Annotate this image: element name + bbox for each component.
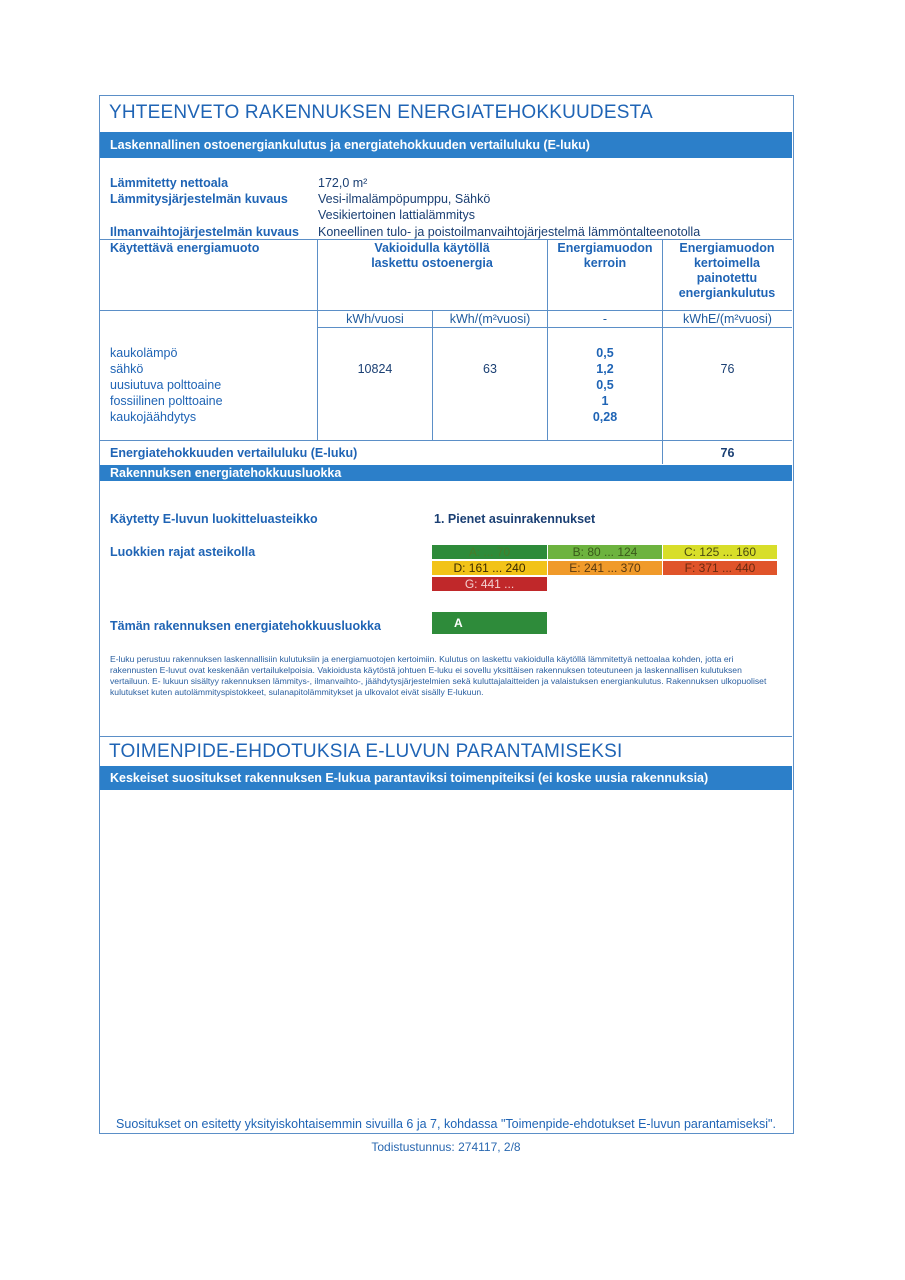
scale-label: Käytetty E-luvun luokitteluasteikko (110, 512, 318, 526)
factor-renewable: 0,5 (596, 378, 614, 392)
eluku-note: E-luku perustuu rakennuksen laskennallisiin kulutuksiin ja energiamuotojen kertoimiin. Kulutus on laskettu vakioidulla käytöllä lämmitettyä nettoalaa kohden, jotta eri rakennusten E-luvut ovat keskenään vertailukelpoisia. Vakioidusta käytöstä johtuen E-luku ei sovellu yksittäisen rakennuksen toteutuneen ja laskennallisen kulutuksen vertailuun. E- lukuun sisältyy rakennuksen lämmitys-, ilmanvaihto-, jäähdytysjärjestelmien sekä kuluttajalaitteiden ja valaistuksen energiankulutus. Rakennuksen ulkopuoliset kulutukset kuten autolämmityspistokkeet, sulanapitolämmitykset ja ulkovalot eivät sisälly E-lukuun. (110, 654, 767, 697)
heating-system-label: Lämmitysjärjestelmän kuvaus (110, 192, 288, 206)
unit-kwh: kWh/vuosi (346, 312, 404, 326)
class-c-block: C: 125 ... 160 (663, 545, 777, 559)
net-area-value: 172,0 m² (318, 176, 368, 190)
factor-district-heating: 0,5 (596, 346, 614, 360)
class-b-block: B: 80 ... 124 (548, 545, 662, 559)
building-class-badge (432, 612, 547, 634)
ventilation-label: Ilmanvaihtojärjestelmän kuvaus (110, 225, 299, 239)
energy-form-renewable: uusiutuva polttoaine (110, 378, 222, 392)
section-divider (100, 736, 792, 737)
purchased-energy-header: Vakioidulla käytöllä laskettu ostoenergia (371, 241, 493, 270)
certificate-id: Todistustunnus: 274117, 2/8 (371, 1140, 521, 1154)
heating-system-value: Vesi-ilmalämpöpumppu, Sähkö (318, 192, 491, 206)
energy-form-fossil: fossiilinen polttoaine (110, 394, 223, 408)
net-area-label: Lämmitetty nettoala (110, 176, 229, 190)
eluku-label: Energiatehokkuuden vertailuluku (E-luku) (110, 446, 358, 460)
energy-form-district-heating: kaukolämpö (110, 346, 178, 360)
unit-factor: - (602, 312, 608, 326)
weighted-total-value: 76 (720, 362, 735, 376)
scale-value: 1. Pienet asuinrakennukset (434, 512, 596, 526)
table-top-line (100, 239, 792, 240)
class-a-block: A: ... 70 (432, 545, 547, 559)
table-col-line-1 (317, 239, 318, 440)
energy-form-header: Käytettävä energiamuoto (110, 241, 260, 255)
class-g-block: G: 441 ... (432, 577, 547, 591)
weighted-header: Energiamuodon kertoimella painotettu energiankulutus (678, 241, 776, 300)
building-class-label: Tämän rakennuksen energiatehokkuusluokka (110, 619, 381, 633)
eluku-value: 76 (720, 446, 735, 460)
heating-system-value-2: Vesikiertoinen lattialämmitys (318, 208, 476, 222)
table-unit-top-line (100, 310, 792, 311)
table-unit-bottom-line (317, 327, 792, 328)
electricity-kwh-value: 10824 (357, 362, 393, 376)
factor-header: Energiamuodon kerroin (557, 241, 653, 270)
factor-fossil: 1 (601, 394, 609, 408)
factor-district-cooling: 0,28 (592, 410, 618, 424)
energy-class-bar: Rakennuksen energiatehokkuusluokka (100, 465, 792, 481)
class-d-block: D: 161 ... 240 (432, 561, 547, 575)
limits-label: Luokkien rajat asteikolla (110, 545, 256, 559)
class-f-block: F: 371 ... 440 (663, 561, 777, 575)
table-col-line-4 (662, 239, 663, 464)
unit-kwh-m2: kWh/(m²vuosi) (449, 312, 531, 326)
energy-form-electricity: sähkö (110, 362, 144, 376)
building-class-value: A (454, 616, 463, 630)
factor-electricity: 1,2 (596, 362, 614, 376)
measures-footer: Suositukset on esitetty yksityiskohtaisemmin sivuilla 6 ja 7, kohdassa "Toimenpide-ehdotukset E-luvun parantamiseksi". (116, 1117, 776, 1131)
measures-subtitle-bar: Keskeiset suositukset rakennuksen E-lukua parantaviksi toimenpiteiksi (ei koske uusia rakennuksia) (100, 766, 792, 790)
electricity-kwh-m2-value: 63 (483, 362, 497, 376)
summary-title: YHTEENVETO RAKENNUKSEN ENERGIATEHOKKUUDESTA (109, 102, 653, 123)
ventilation-value: Koneellinen tulo- ja poistoilmanvaihtojärjestelmä lämmöntalteenotolla (318, 225, 701, 239)
summary-subtitle-bar: Laskennallinen ostoenergiankulutus ja energiatehokkuuden vertailuluku (E-luku) (100, 132, 792, 158)
energy-form-district-cooling: kaukojäähdytys (110, 410, 197, 424)
unit-weighted: kWhE/(m²vuosi) (683, 312, 772, 326)
table-bottom-line (100, 440, 792, 441)
measures-title: TOIMENPIDE-EHDOTUKSIA E-LUVUN PARANTAMISEKSI (109, 741, 623, 762)
class-e-block: E: 241 ... 370 (548, 561, 662, 575)
